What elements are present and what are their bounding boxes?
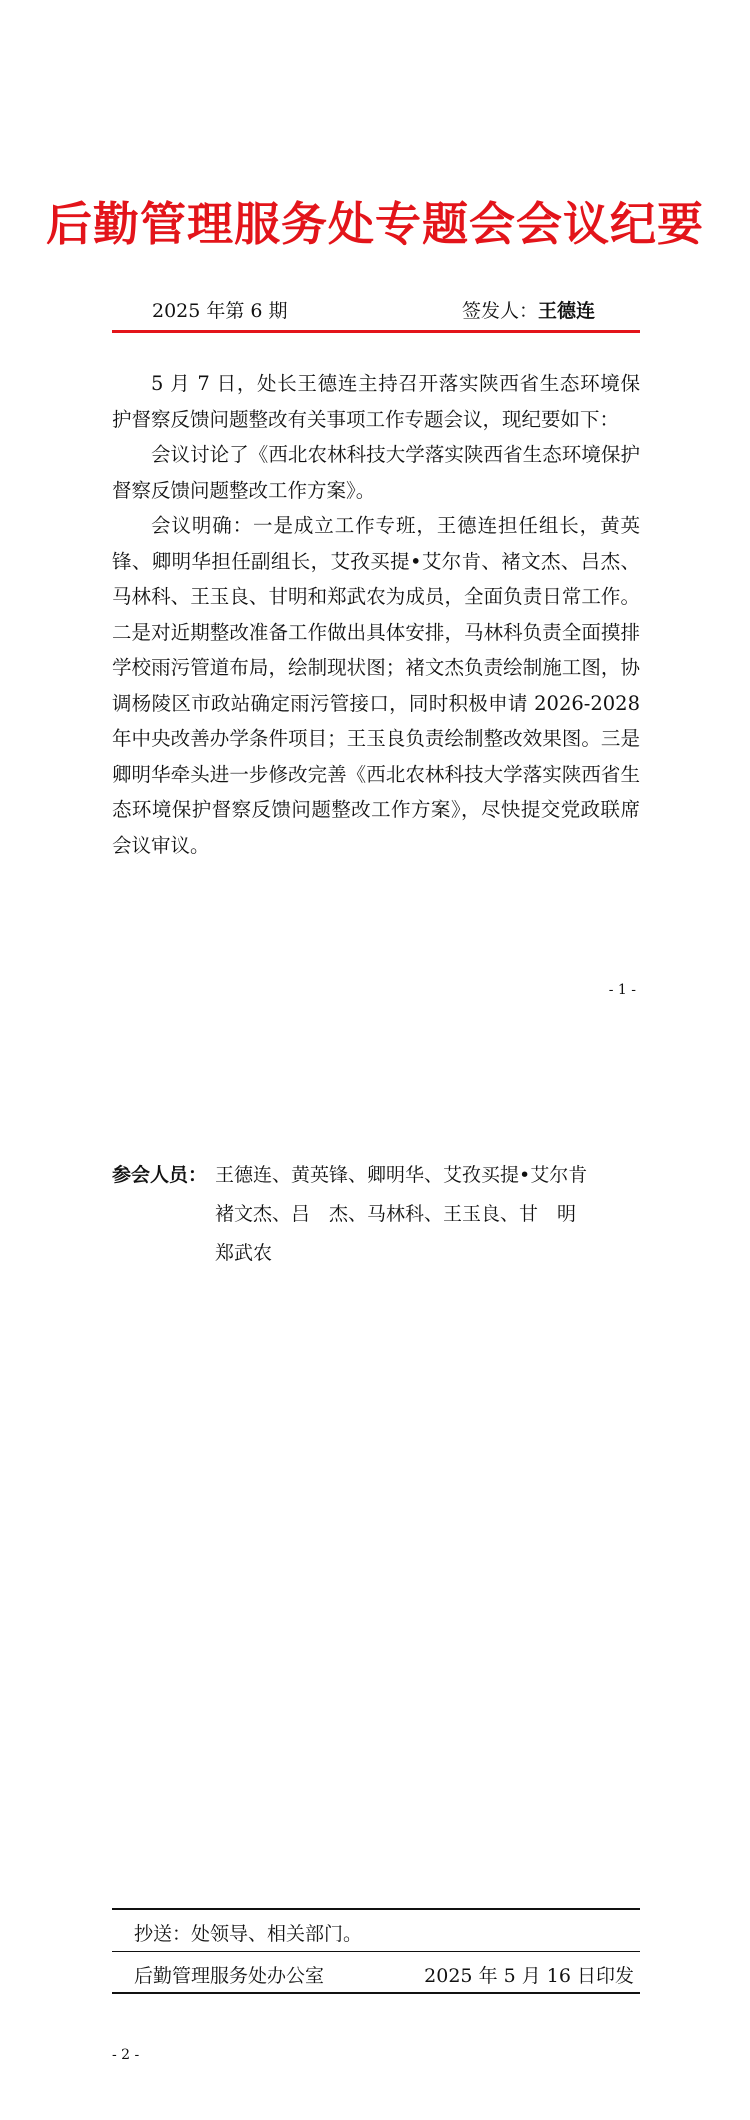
body-paragraph: 会议明确：一是成立工作专班，王德连担任组长，黄英锋、卿明华担任副组长，艾孜买提•艾尔肯、褚文杰、吕杰、马林科、王玉良、甘明和郑武农为成员，全面负责日常工作。二是对近期整改准备工作做出具体安排，马林科负责全面摸排学校雨污管道布局，绘制现状图；褚文杰负责绘制施工图，协调杨陵区市政站确定雨污管接口，同时积极申请 2026-2028 年中央改善办学条件项目；王玉良负责绘制整改效果图。三是卿明华牵头进一步修改完善《西北农林科技大学落实陕西省生态环境保护督察反馈问题整改工作方案》，尽快提交党政联席会议审议。 [112,514,640,857]
issue-number: 2025 年第 6 期 [152,300,288,322]
issuer: 后勤管理服务处办公室 [134,1965,325,1987]
minutes-body [112,366,640,863]
attendees-label: 参会人员： [112,1164,208,1186]
signer-label: 签发人： [462,300,539,322]
footer-top-rule [112,1908,640,1910]
cc-line: 抄送：处领导、相关部门。 [134,1923,363,1945]
attendees-line: 王德连、黄英锋、卿明华、艾孜买提•艾尔肯 [215,1164,588,1186]
attendees-line: 褚文杰、吕 杰、马林科、王玉良、甘 明 [215,1203,577,1225]
print-date: 2025 年 5 月 16 日印发 [424,1965,634,1987]
body-paragraph: 会议讨论了《西北农林科技大学落实陕西省生态环境保护督察反馈问题整改工作方案》。 [112,443,640,502]
signer-name: 王德连 [538,300,596,322]
page-title: 后勤管理服务处专题会会议纪要 [46,197,704,251]
body-paragraph: 5 月 7 日，处长王德连主持召开落实陕西省生态环境保护督察反馈问题整改有关事项工作专题会议，现纪要如下： [112,372,640,431]
page-number-1: - 1 - [608,982,636,998]
footer-middle-rule [112,1951,640,1952]
page-number-2: - 2 - [112,2047,140,2063]
attendees-line: 郑武农 [215,1242,273,1264]
signer-line [462,296,595,323]
footer-bottom-rule [112,1992,640,1994]
red-header-rule [112,330,640,333]
